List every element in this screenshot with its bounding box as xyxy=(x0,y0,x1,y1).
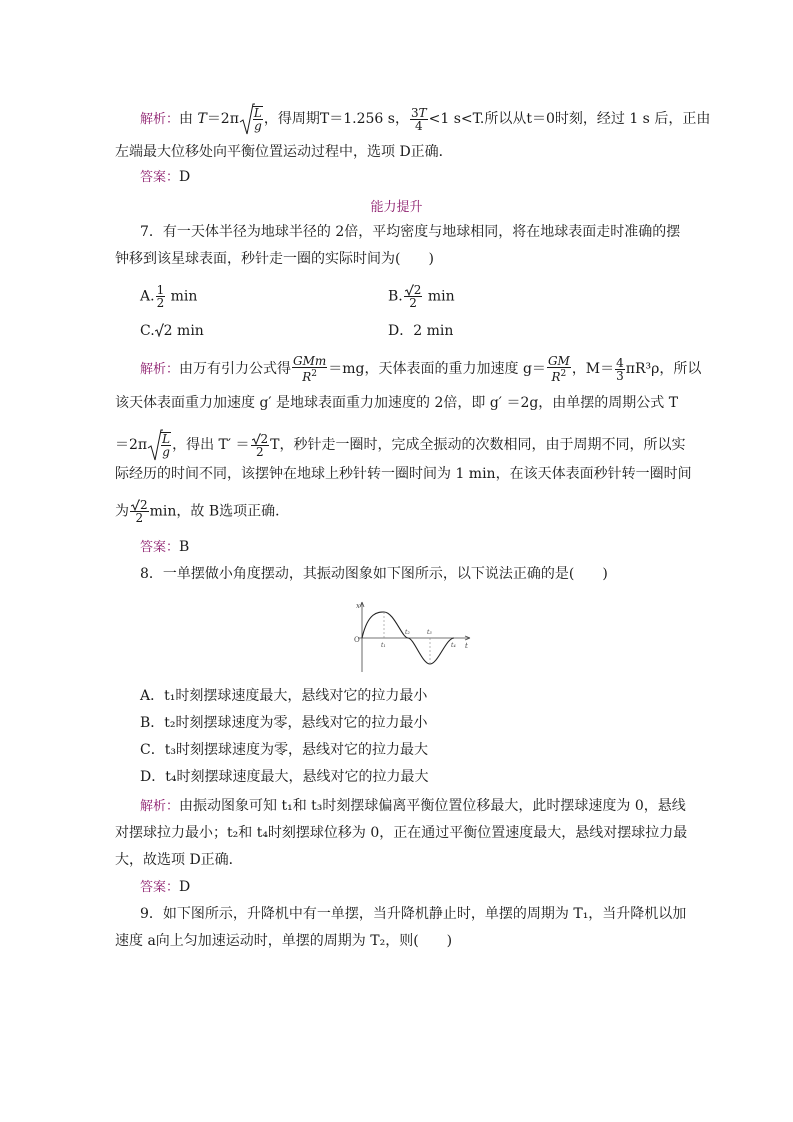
q8-solution-line1 xyxy=(140,796,686,817)
q6-solution-line1 xyxy=(140,102,710,136)
text: ，M＝ xyxy=(571,361,615,377)
q8-vibration-graph xyxy=(350,598,475,676)
q7-solution-line1: 解析：由万有引力公式得 $\frac{\text{GMm}}{R^2}$ ＝mg，天体表面的重力加速度 g＝ $\frac{GM}{R^2}$ ，M＝ $\frac{4}{3}$ πR³ρ，所以 xyxy=(140,354,702,384)
solution-label: 解析： xyxy=(140,362,180,377)
q8-solution-line2: 对摆球拉力最小；t₂和 t₄时刻摆球位移为 0，正在通过平衡位置速度最大，悬线对摆球拉力最 xyxy=(115,825,688,841)
tick-t1: t₁ xyxy=(381,642,386,649)
tick-t2: t₂ xyxy=(405,629,410,636)
solution-label: 解析： xyxy=(140,799,180,814)
unit: min xyxy=(172,323,204,339)
q8-option-b[interactable]: B．t₂时刻摆球速度为零，悬线对它的拉力最小 xyxy=(140,715,428,731)
text: ，得出 T′ ＝ xyxy=(172,437,250,453)
text: 由万有引力公式得 xyxy=(179,361,292,377)
denominator: 2 xyxy=(156,296,165,310)
q8-option-d[interactable]: D．t₄时刻摆球速度最大，悬线对它的拉力最大 xyxy=(140,769,429,785)
text: T，秒针走一圈时，完成全振动的次数相同，由于周期不同，所以实 xyxy=(270,437,686,453)
q7-solution-line5: 为 $\frac{2}{2}$ min，故 B选项正确． xyxy=(115,498,290,525)
solution-label: 解析： xyxy=(140,112,180,127)
tick-t3: t₃ xyxy=(427,629,432,636)
fraction-3T-4: $\frac{3T}{4}$ xyxy=(410,105,427,133)
q8-stem: 8．一单摆做小角度摆动，其振动图象如下图所示，以下说法正确的是( ) xyxy=(140,566,608,582)
q7-solution-line4: 际经历的时间不同，该摆钟在地球上秒针转一圈时间为 1 min，在该天体表面秒针转一圈时间 xyxy=(115,466,692,482)
q9-stem-line1: 9．如下图所示，升降机中有一单摆，当升降机静止时，单摆的周期为 T₁，当升降机以加 xyxy=(140,906,687,922)
text: ＝2π xyxy=(115,437,148,453)
unit: min xyxy=(423,288,455,305)
q7-option-c[interactable]: C. 2 min xyxy=(140,323,204,339)
formula-period: T＝2π $\frac{L}{g}$ xyxy=(197,106,262,133)
q7-stem-line2: 钟移到该星球表面，秒针走一圈的实际时间为( ) xyxy=(115,251,434,267)
text: πR³ρ，所以 xyxy=(625,361,702,377)
q8-answer xyxy=(140,877,190,898)
option-letter: A. xyxy=(140,288,155,305)
text: ，得周期 xyxy=(263,111,320,127)
graph-x-label: t xyxy=(465,642,468,650)
q7-option-a[interactable] xyxy=(140,284,197,309)
answer-value: D xyxy=(179,169,191,185)
option-letter: B. xyxy=(388,288,403,305)
denominator: 2 xyxy=(409,296,417,310)
answer-label: 答案： xyxy=(140,880,180,895)
text: 由 xyxy=(179,111,194,127)
text: <1 s<T.所以从 xyxy=(428,111,527,127)
q9-stem-line2: 速度 a向上匀加速运动时，单摆的周期为 T₂，则( ) xyxy=(115,933,453,949)
graph-origin: O xyxy=(354,636,360,644)
text: 为 xyxy=(115,503,129,520)
text: T＝1.256 s， xyxy=(319,111,409,127)
q8-solution-line3: 大，故选项 D正确． xyxy=(115,852,243,868)
section-title: 能力提升 xyxy=(370,200,423,215)
q7-solution-line2: 该天体表面重力加速度 g′ 是地球表面重力加速度的 2倍，即 g′ ＝2g，由单摆的周期公式 T xyxy=(115,395,679,411)
q8-option-a[interactable]: A．t₁时刻摆球速度最大，悬线对它的拉力最小 xyxy=(140,688,428,704)
text: ＝mg，天体表面的重力加速度 g＝ xyxy=(328,361,546,377)
q7-answer xyxy=(140,537,189,558)
q8-option-c[interactable]: C．t₃时刻摆球速度为零，悬线对它的拉力最大 xyxy=(140,742,428,758)
text: min，故 B选项正确． xyxy=(149,503,290,520)
answer-value: B xyxy=(179,539,190,555)
answer-label: 答案： xyxy=(140,170,180,185)
text: t＝0时刻，经过 1 s 后，正由 xyxy=(526,111,711,127)
q7-solution-line3: ＝2π $\frac{L}{g}$ ，得出 T′ ＝ $\frac{2}{2}$ T，秒针走一圈时，完成全振动的次数相同，由于周期不同，所以实 xyxy=(115,431,686,459)
graph-y-label: x xyxy=(356,602,360,610)
numerator: 1 xyxy=(156,283,165,297)
q7-stem-line1: 7．有一天体半径为地球半径的 2倍，平均密度与地球相同，将在地球表面走时准确的摆 xyxy=(140,224,681,240)
answer-value: D xyxy=(179,879,191,895)
unit: min xyxy=(166,288,198,305)
q7-option-b[interactable]: B. $\frac{2}{2}$ min xyxy=(388,283,455,310)
answer-label: 答案： xyxy=(140,540,180,555)
tick-t4: t₄ xyxy=(451,642,456,649)
text: 由振动图象可知 t₁和 t₃时刻摆球偏离平衡位置位移最大，此时摆球速度为 0，悬线 xyxy=(179,798,686,814)
option-letter: C. xyxy=(140,323,155,339)
q6-answer xyxy=(140,167,190,188)
q6-solution-line2: 左端最大位移处向平衡位置运动过程中，选项 D正确． xyxy=(115,144,453,160)
q7-option-d[interactable]: D．2 min xyxy=(388,323,454,339)
